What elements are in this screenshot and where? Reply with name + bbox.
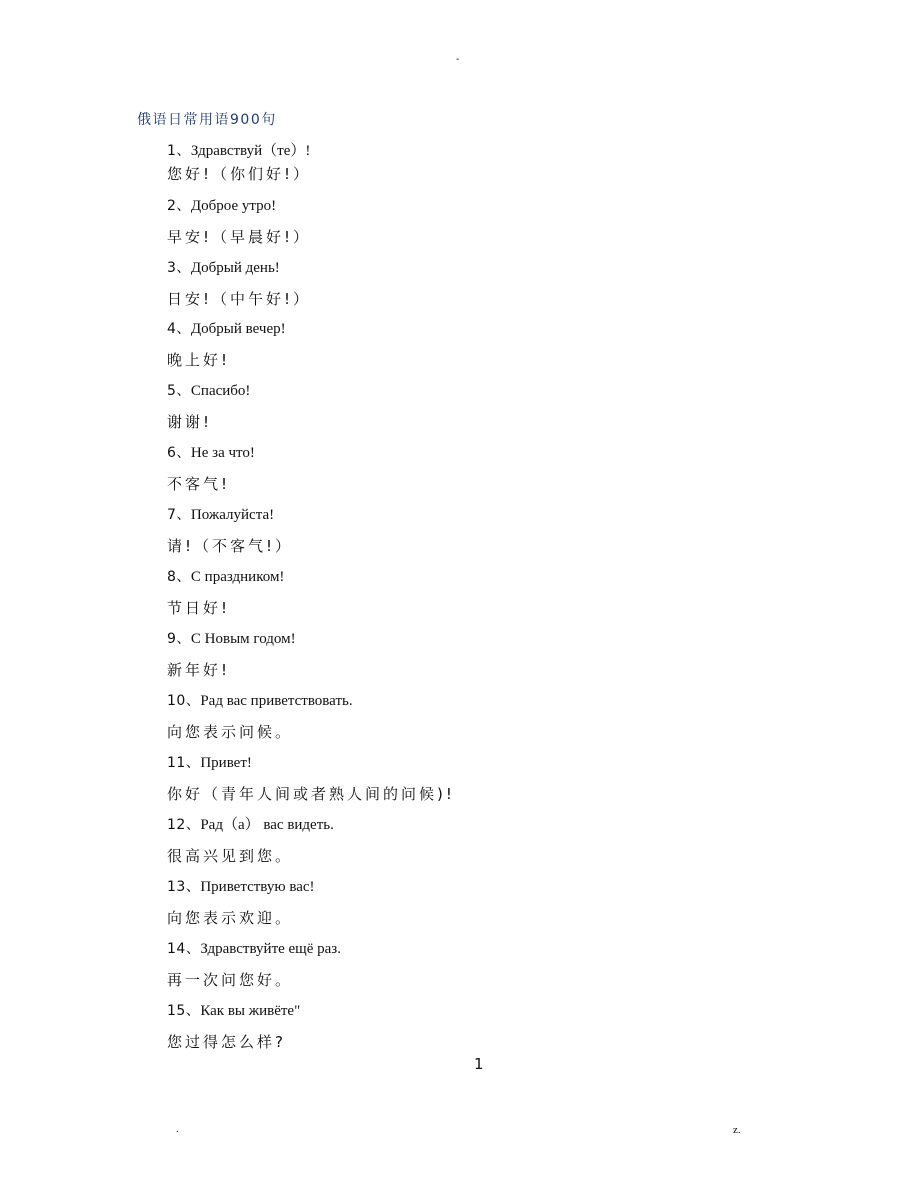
header-mark: - [456, 54, 460, 65]
russian-text: Здравствуйте ещё раз. [200, 941, 341, 957]
russian-text: Не за что! [190, 445, 255, 461]
phrase-entry [167, 815, 807, 866]
phrase-entry [167, 1001, 807, 1052]
chinese-translation: 您好!（你们好!） [167, 165, 312, 183]
russian-phrase [167, 567, 807, 587]
russian-phrase [167, 1001, 807, 1021]
chinese-translation: 节日好! [167, 599, 231, 617]
phrase-number: 12、 [167, 817, 201, 833]
chinese-translation: 向您表示问候。 [167, 723, 294, 741]
chinese-translation: 很高兴见到您。 [167, 847, 294, 865]
document-title: 俄语日常用语900句 [137, 112, 277, 128]
russian-text: Рад（а） вас видеть. [200, 817, 334, 833]
chinese-translation: 日安!（中午好!） [167, 290, 312, 308]
chinese-translation: 早安!（早晨好!） [167, 228, 312, 246]
phrase-entry [167, 196, 807, 247]
phrase-entry [167, 258, 807, 309]
phrase-entry [167, 567, 807, 618]
phrase-entry [167, 381, 807, 432]
chinese-translation: 不客气! [167, 475, 231, 493]
russian-text: Рад вас приветствовать. [200, 693, 353, 709]
russian-phrase [167, 877, 807, 897]
phrase-entry [167, 753, 807, 804]
russian-text: Добрый день! [190, 260, 280, 276]
russian-phrase [167, 505, 807, 525]
russian-text: Как вы живёте" [200, 1003, 301, 1019]
chinese-translation: 新年好! [167, 661, 231, 679]
russian-text: Приветствую вас! [200, 879, 315, 895]
phrase-entry [167, 505, 807, 556]
chinese-translation: 晚上好! [167, 351, 231, 369]
footer-left-mark: . [176, 1124, 179, 1135]
phrase-number: 5、 [167, 383, 191, 399]
russian-phrase [167, 381, 807, 401]
russian-text: Пожалуйста! [190, 507, 275, 523]
phrase-number: 15、 [167, 1003, 201, 1019]
russian-text: С праздником! [190, 569, 285, 585]
russian-phrase [167, 141, 807, 161]
phrase-number: 6、 [167, 445, 191, 461]
phrase-number: 4、 [167, 321, 191, 337]
russian-phrase [167, 939, 807, 959]
russian-phrase [167, 443, 807, 463]
chinese-translation: 你好（青年人间或者熟人间的问候)! [167, 785, 455, 803]
russian-text: Спасибо! [190, 383, 251, 399]
chinese-translation: 请!（不客气!） [167, 537, 294, 555]
chinese-translation: 谢谢! [167, 413, 213, 431]
russian-phrase [167, 629, 807, 649]
phrase-entry [167, 691, 807, 742]
phrase-entry [167, 939, 807, 990]
phrase-entry [167, 877, 807, 928]
phrase-number: 9、 [167, 631, 191, 647]
phrase-number: 14、 [167, 941, 201, 957]
page-number: 1 [474, 1055, 484, 1073]
phrase-number: 8、 [167, 569, 191, 585]
chinese-translation: 您过得怎么样? [167, 1033, 286, 1051]
russian-text: С Новым годом! [190, 631, 296, 647]
russian-phrase [167, 196, 807, 216]
phrase-number: 1、 [167, 143, 191, 159]
phrase-entry [167, 319, 807, 370]
russian-phrase [167, 691, 807, 711]
russian-phrase [167, 815, 807, 835]
footer-right-mark: z. [733, 1124, 741, 1136]
phrase-number: 3、 [167, 260, 191, 276]
phrase-number: 2、 [167, 198, 191, 214]
phrase-number: 10、 [167, 693, 201, 709]
phrase-entry [167, 629, 807, 680]
russian-text: Привет! [200, 755, 252, 771]
russian-phrase [167, 258, 807, 278]
phrase-number: 11、 [167, 755, 201, 771]
russian-text: Здравствуй（те）! [190, 143, 311, 159]
russian-text: Доброе утро! [190, 198, 277, 214]
chinese-translation: 向您表示欢迎。 [167, 909, 294, 927]
phrase-number: 13、 [167, 879, 201, 895]
phrase-entry [167, 141, 807, 184]
russian-phrase [167, 319, 807, 339]
russian-text: Добрый вечер! [190, 321, 286, 337]
phrase-number: 7、 [167, 507, 191, 523]
russian-phrase [167, 753, 807, 773]
phrase-entry [167, 443, 807, 494]
chinese-translation: 再一次问您好。 [167, 971, 294, 989]
